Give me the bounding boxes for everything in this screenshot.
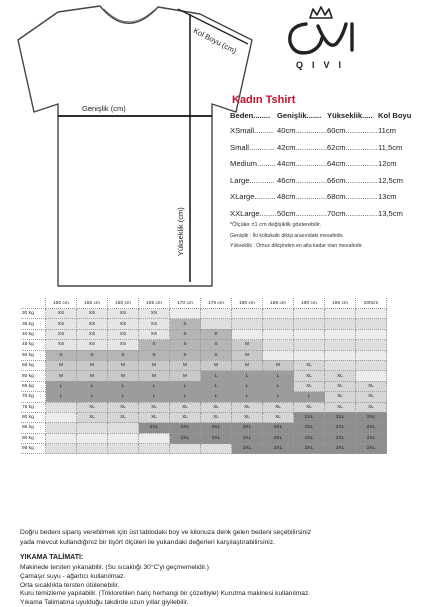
size-cell bbox=[201, 309, 232, 319]
spec-cell-sleeve: 12cm bbox=[378, 159, 397, 169]
spec-header bbox=[230, 111, 420, 121]
size-cell bbox=[356, 329, 387, 339]
size-table-row bbox=[21, 340, 387, 350]
size-cell bbox=[294, 350, 325, 360]
size-cell: M bbox=[46, 360, 77, 370]
washing-title: YIKAMA TALİMATI: bbox=[20, 554, 84, 561]
size-table-header bbox=[21, 298, 387, 309]
size-cell bbox=[77, 433, 108, 443]
spec-row bbox=[230, 176, 420, 186]
spec-cell-width: 42cm............... bbox=[277, 142, 328, 152]
size-cell: M bbox=[108, 371, 139, 381]
size-cell: L bbox=[46, 392, 77, 402]
spec-row bbox=[230, 143, 420, 153]
size-cell: 2XL bbox=[139, 423, 170, 433]
size-cell: M bbox=[77, 360, 108, 370]
size-cell bbox=[46, 433, 77, 443]
weight-label: 35 kg bbox=[21, 319, 46, 329]
size-cell: 2XL bbox=[356, 444, 387, 454]
size-cell bbox=[46, 444, 77, 454]
size-cell: XS bbox=[139, 309, 170, 319]
size-cell: XS bbox=[77, 329, 108, 339]
size-cell: S bbox=[139, 350, 170, 360]
size-cell: M bbox=[170, 360, 201, 370]
size-cell: XS bbox=[108, 329, 139, 339]
weight-label: 75 kg bbox=[21, 402, 46, 412]
spec-cell-width: 40cm............... bbox=[277, 126, 328, 135]
size-cell: S bbox=[170, 340, 201, 350]
spec-header-sleeve: Kol Boyu bbox=[378, 111, 412, 120]
size-cell bbox=[170, 309, 201, 319]
spec-cell-height: 64cm............... bbox=[327, 159, 378, 169]
size-cell: L bbox=[108, 392, 139, 402]
spec-row bbox=[230, 159, 420, 169]
height-header: 155 cm bbox=[77, 298, 108, 309]
size-cell: 2XL bbox=[294, 444, 325, 454]
size-cell: 2XL bbox=[232, 444, 263, 454]
size-cell: XS bbox=[77, 319, 108, 329]
size-cell: XL bbox=[325, 392, 356, 402]
spec-cell-width: 44cm............... bbox=[277, 159, 328, 169]
washing-line: Orta sıcaklıkta tersten ütülenebilir. bbox=[20, 581, 120, 589]
size-cell: M bbox=[139, 371, 170, 381]
size-cell bbox=[263, 350, 294, 360]
size-cell: XL bbox=[77, 402, 108, 412]
size-cell: XS bbox=[139, 329, 170, 339]
spec-cell-height: 62cm............... bbox=[327, 142, 378, 152]
size-cell: XS bbox=[108, 319, 139, 329]
size-cell: XS bbox=[46, 319, 77, 329]
size-cell bbox=[294, 340, 325, 350]
size-table-corner bbox=[21, 298, 46, 309]
size-cell bbox=[325, 319, 356, 329]
sleeve-label: Kol Boyu (cm) bbox=[191, 26, 238, 56]
weight-label: 85 kg bbox=[21, 423, 46, 433]
weight-label: 50 kg bbox=[21, 350, 46, 360]
size-cell: XL bbox=[294, 381, 325, 391]
size-cell: M bbox=[232, 340, 263, 350]
size-cell: 2XL bbox=[325, 433, 356, 443]
size-cell: L bbox=[232, 371, 263, 381]
tshirt-outline bbox=[18, 6, 252, 286]
size-cell: 2XL bbox=[263, 423, 294, 433]
weight-label: 90 kg bbox=[21, 433, 46, 443]
width-label: Genişlik (cm) bbox=[82, 104, 126, 113]
spec-row bbox=[230, 126, 420, 136]
weight-label: 40 kg bbox=[21, 329, 46, 339]
size-cell bbox=[356, 319, 387, 329]
size-table-row bbox=[21, 423, 387, 433]
size-cell bbox=[356, 350, 387, 360]
size-cell bbox=[108, 433, 139, 443]
size-cell: S bbox=[201, 350, 232, 360]
size-cell: XL bbox=[356, 392, 387, 402]
size-table-row bbox=[21, 319, 387, 329]
height-header: 180 cm bbox=[232, 298, 263, 309]
size-cell: 2XL bbox=[356, 433, 387, 443]
size-cell: S bbox=[170, 350, 201, 360]
size-cell: XS bbox=[108, 309, 139, 319]
size-cell: L bbox=[46, 381, 77, 391]
size-cell: XL bbox=[294, 360, 325, 370]
size-cell: L bbox=[263, 381, 294, 391]
washing-line: Kuru temizleme yapılabilir. (Trikloretilen hariç herhangi bir çözeltiyle) Kurutma makinesi kullanılmaz. bbox=[20, 590, 310, 598]
size-table-row bbox=[21, 392, 387, 402]
size-cell: M bbox=[108, 360, 139, 370]
size-cell: M bbox=[77, 371, 108, 381]
size-cell: S bbox=[170, 329, 201, 339]
size-cell: L bbox=[201, 392, 232, 402]
size-cell: M bbox=[201, 360, 232, 370]
size-cell: XL bbox=[263, 402, 294, 412]
size-table-row bbox=[21, 350, 387, 360]
spec-header-size: Beden........ bbox=[230, 111, 271, 120]
size-cell: XS bbox=[139, 319, 170, 329]
height-header: 160 cm bbox=[108, 298, 139, 309]
size-cell: L bbox=[263, 392, 294, 402]
size-cell bbox=[325, 340, 356, 350]
height-header: 150 cm bbox=[46, 298, 77, 309]
size-table-row bbox=[21, 371, 387, 381]
size-cell bbox=[46, 412, 77, 422]
height-label: Yükseklik (cm) bbox=[176, 207, 185, 256]
size-cell: S bbox=[201, 329, 232, 339]
size-cell: XL bbox=[232, 402, 263, 412]
size-cell: L bbox=[139, 392, 170, 402]
size-cell bbox=[325, 350, 356, 360]
size-cell: XS bbox=[46, 329, 77, 339]
size-cell: M bbox=[139, 360, 170, 370]
spec-note-3: Yükseklik : Omuz dikişinden en alta kadar olan mesafedir. bbox=[230, 243, 363, 249]
size-cell: M bbox=[170, 371, 201, 381]
spec-note-2: Genişlik : İki koltukaltı dikişi arasındaki mesafedir. bbox=[230, 233, 344, 239]
spec-cell-size: XLarge.......... bbox=[230, 192, 276, 202]
size-table-row bbox=[21, 433, 387, 443]
size-cell: 2XL bbox=[232, 423, 263, 433]
size-cell: S bbox=[46, 350, 77, 360]
weight-label: 45 kg bbox=[21, 340, 46, 350]
spec-cell-width: 48cm............... bbox=[277, 192, 328, 202]
size-cell: M bbox=[46, 371, 77, 381]
size-cell bbox=[108, 444, 139, 454]
size-cell: XL bbox=[356, 402, 387, 412]
weight-label: 80 kg bbox=[21, 412, 46, 422]
size-cell: XL bbox=[263, 412, 294, 422]
spec-cell-sleeve: 13,5cm bbox=[378, 209, 403, 218]
spec-cell-sleeve: 11,5cm bbox=[378, 142, 403, 152]
size-cell: 2XL bbox=[294, 412, 325, 422]
size-cell: L bbox=[77, 392, 108, 402]
size-cell bbox=[139, 444, 170, 454]
size-table-row bbox=[21, 412, 387, 422]
size-advice-line-2: yada mevcut kullandığınız bir tişört ölçüleri ile yukarıdaki değerleri karşılaştırabilirsiniz. bbox=[20, 539, 275, 546]
size-cell: XL bbox=[201, 402, 232, 412]
spec-header-width: Genişlik....... bbox=[277, 111, 322, 120]
size-cell bbox=[325, 329, 356, 339]
spec-row bbox=[230, 209, 420, 219]
height-header: 195 cm bbox=[325, 298, 356, 309]
size-cell: 2XL bbox=[356, 412, 387, 422]
size-cell: 2XL bbox=[170, 423, 201, 433]
size-cell bbox=[356, 371, 387, 381]
size-cell: XL bbox=[139, 412, 170, 422]
size-cell: S bbox=[77, 350, 108, 360]
height-header: 175 cm bbox=[201, 298, 232, 309]
size-cell bbox=[294, 329, 325, 339]
height-header: 185 cm bbox=[263, 298, 294, 309]
size-table-row bbox=[21, 402, 387, 412]
size-cell: L bbox=[201, 371, 232, 381]
spec-cell-width: 50cm............... bbox=[277, 209, 328, 218]
size-cell bbox=[356, 360, 387, 370]
weight-label: 30 kg bbox=[21, 309, 46, 319]
height-header: 165 cm bbox=[139, 298, 170, 309]
spec-row bbox=[230, 192, 420, 202]
size-cell: L bbox=[201, 381, 232, 391]
tshirt-neck-inner bbox=[104, 9, 154, 22]
size-cell bbox=[201, 319, 232, 329]
spec-title: Kadın Tshirt bbox=[232, 94, 296, 106]
spec-cell-sleeve: 12,5cm bbox=[378, 175, 403, 185]
size-cell: XL bbox=[325, 402, 356, 412]
weight-label: 65 kg bbox=[21, 381, 46, 391]
size-cell bbox=[77, 444, 108, 454]
size-cell: L bbox=[263, 371, 294, 381]
spec-cell-width: 46cm............... bbox=[277, 175, 328, 185]
spec-cell-height: 60cm............... bbox=[327, 126, 378, 135]
size-table-row bbox=[21, 309, 387, 319]
washing-line: Çamaşır suyu - ağartıcı kullanılmaz. bbox=[20, 572, 126, 580]
size-cell: L bbox=[139, 381, 170, 391]
size-cell: XS bbox=[77, 309, 108, 319]
size-cell: L bbox=[232, 381, 263, 391]
size-cell: 2XL bbox=[325, 412, 356, 422]
size-table bbox=[21, 298, 387, 454]
size-cell bbox=[201, 444, 232, 454]
weight-label: 95 kg bbox=[21, 444, 46, 454]
size-cell: L bbox=[108, 381, 139, 391]
spec-cell-sleeve: 11cm bbox=[378, 126, 397, 135]
size-cell: 2XL bbox=[356, 423, 387, 433]
size-cell: S bbox=[170, 319, 201, 329]
spec-cell-size: Large............ bbox=[230, 175, 275, 185]
size-cell bbox=[46, 423, 77, 433]
size-cell: M bbox=[232, 360, 263, 370]
size-cell bbox=[356, 309, 387, 319]
size-cell bbox=[108, 423, 139, 433]
size-cell bbox=[294, 319, 325, 329]
size-cell bbox=[170, 444, 201, 454]
size-cell: 2XL bbox=[201, 423, 232, 433]
spec-cell-size: Medium......... bbox=[230, 159, 276, 169]
washing-line: Yıkama Talimatına uyulduğu takdirde uzun yıllar giyilebilir. bbox=[20, 599, 189, 607]
size-table-row bbox=[21, 329, 387, 339]
size-cell: XS bbox=[46, 309, 77, 319]
size-cell bbox=[77, 423, 108, 433]
size-cell: XL bbox=[77, 412, 108, 422]
spec-cell-size: XSmall......... bbox=[230, 126, 274, 135]
brand-logo bbox=[266, 4, 376, 74]
size-cell: S bbox=[139, 340, 170, 350]
size-cell: XL bbox=[108, 402, 139, 412]
size-cell: 2XL bbox=[294, 423, 325, 433]
size-cell bbox=[263, 319, 294, 329]
size-cell: XS bbox=[77, 340, 108, 350]
size-cell bbox=[356, 340, 387, 350]
size-cell: XL bbox=[294, 402, 325, 412]
size-cell bbox=[232, 329, 263, 339]
spec-cell-height: 66cm............... bbox=[327, 175, 378, 185]
spec-cell-sleeve: 13cm bbox=[378, 192, 397, 202]
size-cell bbox=[232, 319, 263, 329]
size-cell: 2XL bbox=[263, 433, 294, 443]
size-cell: XL bbox=[356, 381, 387, 391]
size-cell: L bbox=[77, 381, 108, 391]
size-cell: M bbox=[263, 360, 294, 370]
size-cell bbox=[263, 329, 294, 339]
size-cell: XL bbox=[108, 412, 139, 422]
size-cell bbox=[325, 309, 356, 319]
size-cell: XL bbox=[139, 402, 170, 412]
size-cell bbox=[263, 340, 294, 350]
size-cell bbox=[232, 309, 263, 319]
size-cell: M bbox=[232, 350, 263, 360]
height-header: 200cm bbox=[356, 298, 387, 309]
size-cell bbox=[325, 360, 356, 370]
size-cell: XL bbox=[170, 402, 201, 412]
size-cell bbox=[46, 402, 77, 412]
size-cell: XL bbox=[325, 381, 356, 391]
spec-cell-size: Small............ bbox=[230, 142, 275, 152]
size-cell: S bbox=[201, 340, 232, 350]
size-table-row bbox=[21, 360, 387, 370]
size-cell: 2XL bbox=[232, 433, 263, 443]
size-cell: XS bbox=[108, 340, 139, 350]
spec-note-1: *Ölçüler ±1 cm değişiklik gösterebilir. bbox=[230, 222, 322, 228]
spec-cell-height: 68cm............... bbox=[327, 192, 378, 202]
size-cell: XL bbox=[170, 412, 201, 422]
size-cell: XL bbox=[201, 412, 232, 422]
size-cell: 2XL bbox=[325, 423, 356, 433]
size-table-row bbox=[21, 444, 387, 454]
spec-cell-height: 70cm............... bbox=[327, 209, 378, 218]
size-cell bbox=[263, 309, 294, 319]
weight-label: 55 kg bbox=[21, 360, 46, 370]
size-advice-line-1: Doğru bedeni sipariş verebilmek için üst tablodaki boy ve kilonuza denk gelen bedeni seçebilirsiniz bbox=[20, 529, 312, 536]
size-cell: 2XL bbox=[170, 433, 201, 443]
weight-label: 70 kg bbox=[21, 392, 46, 402]
size-cell: 2XL bbox=[201, 433, 232, 443]
size-cell bbox=[139, 433, 170, 443]
size-cell: 2XL bbox=[325, 444, 356, 454]
crown-q-logo-icon bbox=[266, 4, 376, 60]
size-cell: 2XL bbox=[263, 444, 294, 454]
size-cell: S bbox=[108, 350, 139, 360]
spec-header-height: Yükseklik..... bbox=[327, 111, 373, 120]
brand-name: QIVI bbox=[296, 60, 351, 70]
washing-line: Makinede tersten yıkanabilir. (Su sıcaklığı 30°C'yi geçmemelidir.) bbox=[20, 564, 209, 571]
size-cell: XS bbox=[46, 340, 77, 350]
size-cell bbox=[294, 309, 325, 319]
size-cell: L bbox=[294, 392, 325, 402]
size-cell: XL bbox=[294, 371, 325, 381]
height-header: 170 cm bbox=[170, 298, 201, 309]
size-cell: L bbox=[170, 392, 201, 402]
size-cell: XL bbox=[325, 371, 356, 381]
weight-label: 60 kg bbox=[21, 371, 46, 381]
size-cell: 2XL bbox=[294, 433, 325, 443]
size-cell: XL bbox=[232, 412, 263, 422]
spec-cell-size: XXLarge........ bbox=[230, 209, 277, 218]
size-table-row bbox=[21, 381, 387, 391]
size-cell: L bbox=[170, 381, 201, 391]
height-header: 190 cm bbox=[294, 298, 325, 309]
size-cell: L bbox=[232, 392, 263, 402]
